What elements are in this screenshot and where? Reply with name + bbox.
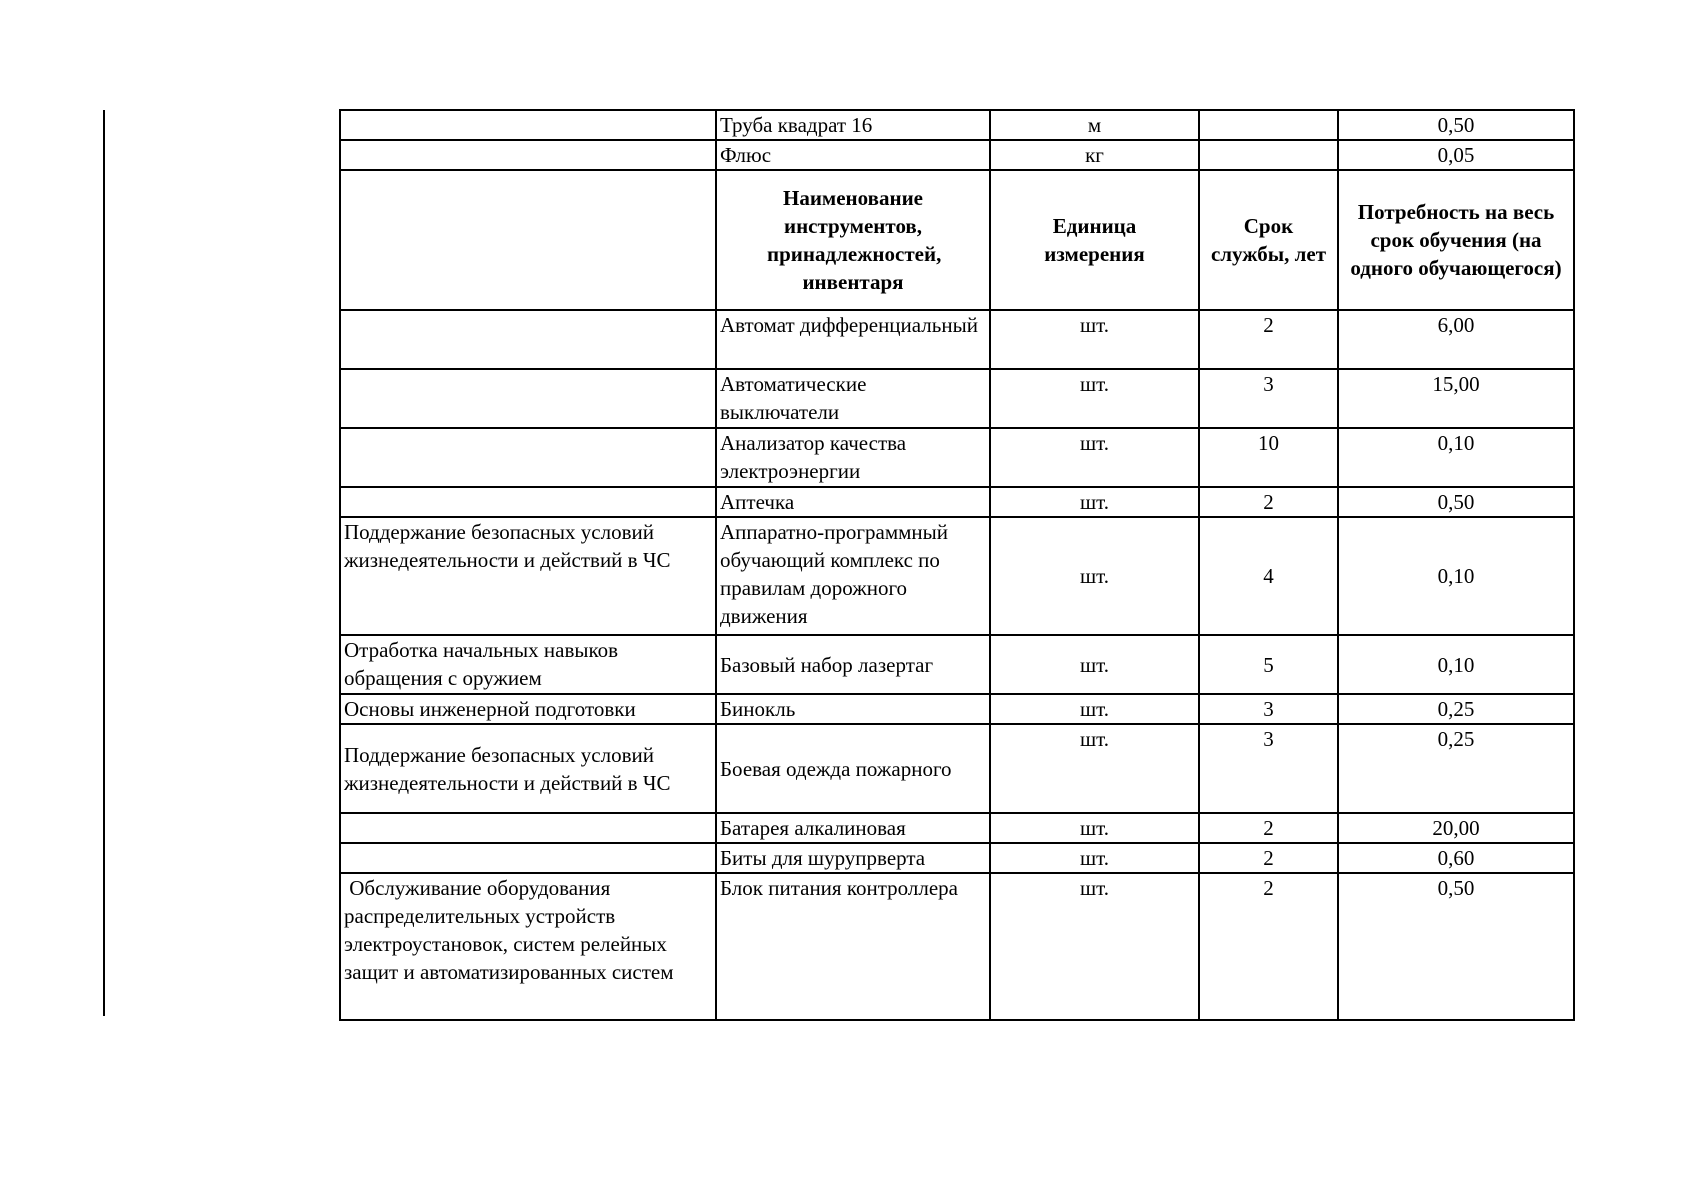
requirement-cell: 6,00 <box>1338 310 1574 369</box>
unit-cell: шт. <box>990 487 1199 517</box>
requirement-cell: 0,25 <box>1338 724 1574 813</box>
table-row <box>340 813 1574 843</box>
item-name-cell: Автомат дифференциальный <box>716 310 990 369</box>
table-header-row <box>340 170 1574 310</box>
service-life-cell: 5 <box>1199 635 1338 694</box>
service-life-cell: 3 <box>1199 724 1338 813</box>
item-name-cell: Батарея алкалиновая <box>716 813 990 843</box>
table-row <box>340 487 1574 517</box>
header-requirement: Потребность на весь срок обучения (на одного обучающегося) <box>1338 170 1574 310</box>
requirement-cell: 20,00 <box>1338 813 1574 843</box>
service-life-cell: 2 <box>1199 310 1338 369</box>
equipment-table <box>339 109 1575 1021</box>
table-row <box>340 110 1574 140</box>
unit-cell: кг <box>990 140 1199 170</box>
discipline-cell <box>340 110 716 140</box>
item-name-cell: Бинокль <box>716 694 990 724</box>
requirement-cell: 0,10 <box>1338 428 1574 487</box>
unit-cell: шт. <box>990 369 1199 428</box>
service-life-cell: 10 <box>1199 428 1338 487</box>
discipline-cell: Обслуживание оборудования распределительных устройств электроустановок, систем релейных защит и автоматизированных систем <box>340 873 716 1020</box>
page-margin-line <box>103 110 105 1016</box>
item-name-cell: Аппаратно-программный обучающий комплекс по правилам дорожного движения <box>716 517 990 635</box>
header-unit: Единица измерения <box>990 170 1199 310</box>
table-row <box>340 369 1574 428</box>
table-row <box>340 140 1574 170</box>
requirement-cell: 0,10 <box>1338 517 1574 635</box>
service-life-cell: 2 <box>1199 487 1338 517</box>
discipline-cell: Поддержание безопасных условий жизнедеятельности и действий в ЧС <box>340 724 716 813</box>
table-row <box>340 873 1574 1020</box>
discipline-cell <box>340 843 716 873</box>
unit-cell: шт. <box>990 694 1199 724</box>
unit-cell: шт. <box>990 310 1199 369</box>
unit-cell: шт. <box>990 635 1199 694</box>
unit-cell: шт. <box>990 873 1199 1020</box>
unit-cell: шт. <box>990 813 1199 843</box>
service-life-cell: 3 <box>1199 694 1338 724</box>
header-item-name: Наименование инструментов, принадлежностей, инвентаря <box>716 170 990 310</box>
discipline-cell <box>340 428 716 487</box>
header-empty-cell <box>340 170 716 310</box>
item-name-cell: Флюс <box>716 140 990 170</box>
service-life-cell: 3 <box>1199 369 1338 428</box>
table-row <box>340 694 1574 724</box>
unit-cell: шт. <box>990 724 1199 813</box>
requirement-cell: 0,10 <box>1338 635 1574 694</box>
requirement-cell: 15,00 <box>1338 369 1574 428</box>
table-row <box>340 724 1574 813</box>
item-name-cell: Аптечка <box>716 487 990 517</box>
service-life-cell: 2 <box>1199 873 1338 1020</box>
item-name-cell: Базовый набор лазертаг <box>716 635 990 694</box>
requirement-cell: 0,05 <box>1338 140 1574 170</box>
discipline-cell <box>340 369 716 428</box>
unit-cell: шт. <box>990 843 1199 873</box>
service-life-cell: 2 <box>1199 813 1338 843</box>
discipline-cell <box>340 487 716 517</box>
discipline-cell <box>340 813 716 843</box>
requirement-cell: 0,50 <box>1338 487 1574 517</box>
discipline-cell <box>340 140 716 170</box>
discipline-cell <box>340 310 716 369</box>
item-name-cell: Автоматические выключатели <box>716 369 990 428</box>
table-row <box>340 428 1574 487</box>
requirement-cell: 0,50 <box>1338 110 1574 140</box>
table-row <box>340 843 1574 873</box>
requirement-cell: 0,60 <box>1338 843 1574 873</box>
table-row <box>340 310 1574 369</box>
discipline-cell: Поддержание безопасных условий жизнедеятельности и действий в ЧС <box>340 517 716 635</box>
unit-cell: шт. <box>990 428 1199 487</box>
item-name-cell: Анализатор качества электроэнергии <box>716 428 990 487</box>
requirement-cell: 0,50 <box>1338 873 1574 1020</box>
item-name-cell: Труба квадрат 16 <box>716 110 990 140</box>
unit-cell: м <box>990 110 1199 140</box>
unit-cell: шт. <box>990 517 1199 635</box>
item-name-cell: Биты для шурупрверта <box>716 843 990 873</box>
table-row <box>340 517 1574 635</box>
requirement-cell: 0,25 <box>1338 694 1574 724</box>
service-life-cell: 2 <box>1199 843 1338 873</box>
item-name-cell: Боевая одежда пожарного <box>716 724 990 813</box>
service-life-cell: 4 <box>1199 517 1338 635</box>
table-row <box>340 635 1574 694</box>
header-service-life: Срок службы, лет <box>1199 170 1338 310</box>
item-name-cell: Блок питания контроллера <box>716 873 990 1020</box>
discipline-cell: Отработка начальных навыков обращения с оружием <box>340 635 716 694</box>
service-life-cell <box>1199 110 1338 140</box>
service-life-cell <box>1199 140 1338 170</box>
discipline-cell: Основы инженерной подготовки <box>340 694 716 724</box>
